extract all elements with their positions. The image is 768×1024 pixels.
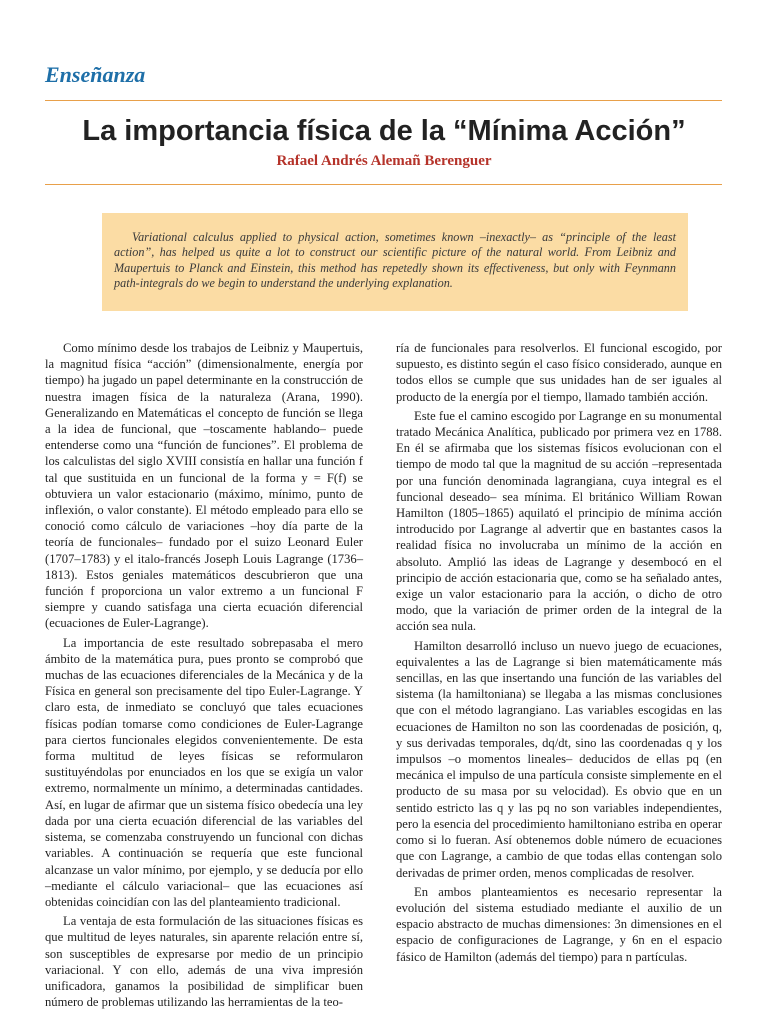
paragraph: La importancia de este resultado sobrepasaba el mero ámbito de la matemática pura, pues pronto se comprobó que muchas de las ecuaciones diferenciales de la Mecánica y de la Física en general son precisamente del tipo Euler-Lagrange. Y claro esta, de inmediato se concluyó que tales ecuaciones físicas podían tomarse como condiciones de Euler-Lagrange para ciertos funcionales elegidos convenientemente. De esta forma multitud de leyes físicas se reformularon sustituyéndolas por enunciados en los que se exigía un valor extremo, normalmente un mínimo, a determinadas cantidades. Así, en lugar de afirmar que un sistema físico obedecía una ley dada por una cierta ecuación diferencial de las variables del sistema, se comenzaba construyendo un funcional con dichas variables. A continuación se requería que este funcional alcanzase un valor mínimo, por ejemplo, y se deducía por ello –mediante el cálculo variacional– que las ecuaciones así obtenidas coincidían con las del planteamiento tradicional. [45,635,363,909]
paragraph: Este fue el camino escogido por Lagrange en su monumental tratado Mecánica Analítica, publicado por primera vez en 1788. En él se afirmaba que los sistemas físicos evolucionan con el tiempo de modo tal que la magnitud de su acción –representada por una función denominada lagrangiana, cuya integral es el funcional deseado– sea mínima. El británico William Rowan Hamilton (1805–1865) aquilató el principio de mínima acción introducido por Lagrange al advertir que en bastantes casos la realidad física no involucraba un mínimo de la acción en absoluto. Amplió las ideas de Lagrange y desembocó en el principio de acción estacionaria que, como se ha señalado antes, exige un valor estacionario para la acción, o dicho de otro modo, que la variación de primer orden de la integral de la acción sea nula. [396,408,722,634]
header-rule-top [45,100,722,101]
body-column-left [45,340,363,1013]
paragraph: La ventaja de esta formulación de las situaciones físicas es que multitud de leyes naturales, sin aparente relación entre sí, son susceptibles de expresarse por medio de un principio variacional. Y con ello, además de una viva impresión unificadora, ganamos la posibilidad de simplificar buen número de problemas utilizando las herramientas de la teo- [45,914,363,1010]
paragraph: Como mínimo desde los trabajos de Leibniz y Maupertuis, la magnitud física “acción” (dimensionalmente, energía por tiempo) ha jugado un papel determinante en la construcción de nuestra imagen física de la naturaleza (Arana, 1990). Generalizando en Matemáticas el concepto de función se llega a la idea de funcional, que –toscamente hablando– puede entenderse como una “función de funciones”. El problema de los calculistas del siglo XVIII consistía en hallar una función f tal que sustituida en un funcional de la forma y = F(f) se obtuviera un valor estacionario (máximo, mínimo, punto de inflexión, o valor constante). El método empleado para ello se conoció como cálculo de variaciones –hoy día parte de la teoría de funcionales– fundado por el suizo Leonard Euler (1707–1783) y el italo-francés Joseph Louis Lagrange (1736–1813). Estos geniales matemáticos descubrieron que una función f proporciona un valor extremo a un funcional F siempre y cuando satisfaga una cierta ecuación diferencial (ecuaciones de Euler-Lagrange). [45,341,363,631]
body-column-right [396,340,722,968]
abstract-text: Variational calculus applied to physical action, sometimes known –inexactly– as “principle of the least action”, has helped us quite a lot to construct our scientific picture of the natural world. From Leibniz and Maupertuis to Planck and Einstein, this method has repetedly shown its effectiveness, but only with Feynmann path-integrals do we begin to understand the underlying explanation. [114,230,676,290]
header-rule-bottom [45,184,722,185]
paragraph: ría de funcionales para resolverlos. El funcional escogido, por supuesto, es distinto según el caso físico considerado, aunque en todos ellos se cumple que sus unidades han de ser iguales al producto de la energía por el tiempo, llamado también acción. [396,341,722,404]
paragraph: Hamilton desarrolló incluso un nuevo juego de ecuaciones, equivalentes a las de Lagrange si bien matemáticamente más sencillas, en las que insertando una función de las variables del sistema (la hamiltoniana) se llegaba a las mismas conclusiones que con el método lagrangiano. Las variables escogidas en las ecuaciones de Hamilton no son las coordenadas de posición, q, y sus derivadas temporales, dq/dt, sino las coordenadas q y los impulsos –o momentos lineales– deducidos de ellas pq (en mecánica el impulso de una partícula consiste simplemente en el producto de su masa por su velocidad). Es obvio que en un sentido estricto las q y las pq no son variables independientes, pero la esencia del procedimiento hamiltoniano estriba en operar como si lo fueran. Así obtenemos doble número de ecuaciones que con Lagrange, a cambio de que todas ellas contengan solo derivadas de primer orden, menos complicadas de resolver. [396,638,722,880]
section-label: Enseñanza [45,62,146,87]
abstract-box [102,213,688,311]
paragraph: En ambos planteamientos es necesario representar la evolución del sistema estudiado mediante el auxilio de un espacio abstracto de muchas dimensiones: 3n dimensiones en el espacio de configuraciones de Lagrange, y 6n en el espacio fásico de Hamilton (además del tiempo) para n partículas. [396,884,722,964]
article-author: Rafael Andrés Alemañ Berenguer [276,153,492,169]
article-title: La importancia física de la “Mínima Acción” [82,115,686,147]
